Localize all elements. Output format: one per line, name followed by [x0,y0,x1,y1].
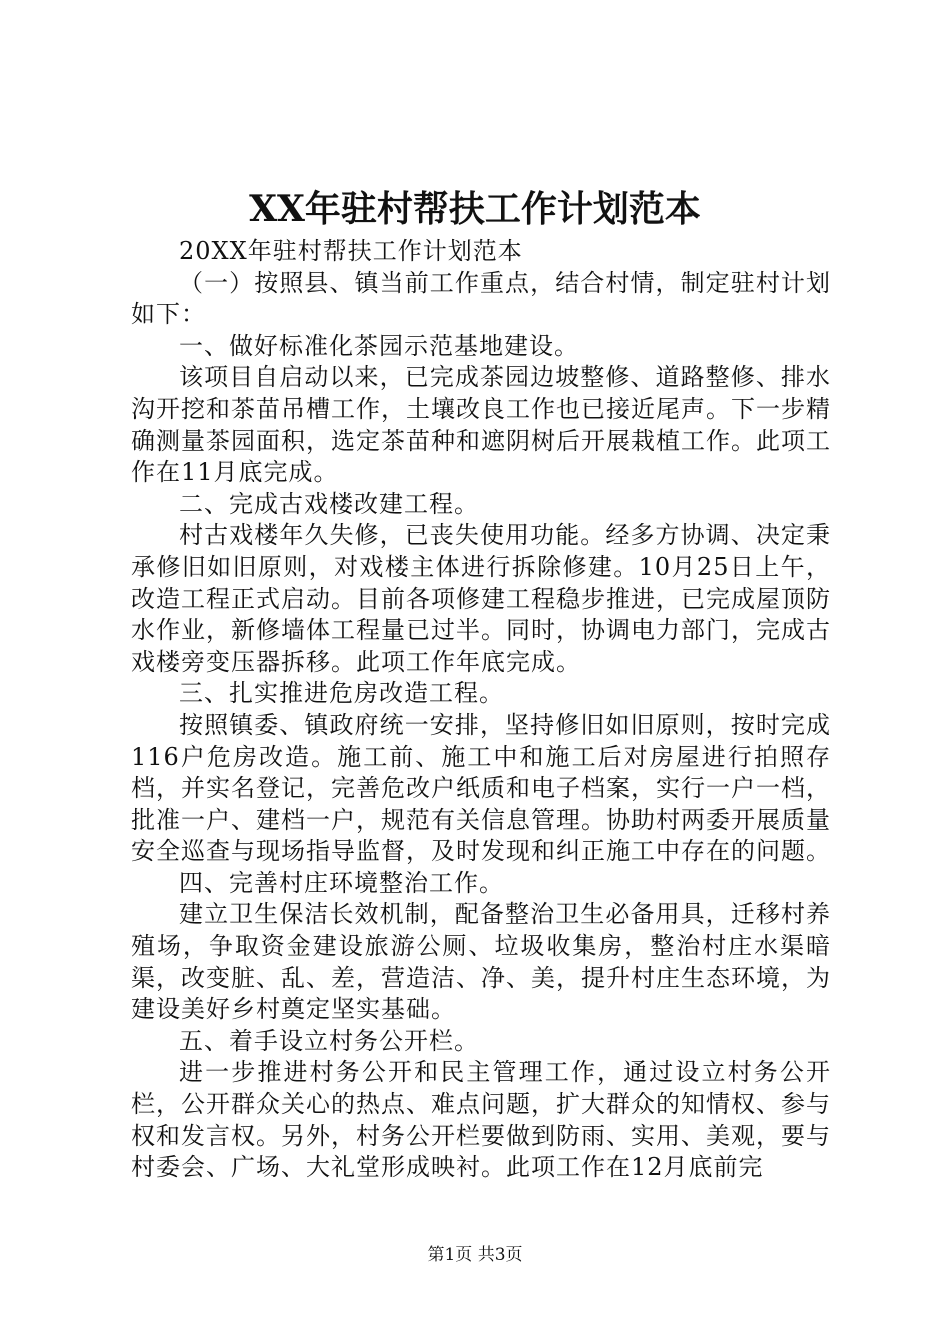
page-number-footer: 第1页 共3页 [427,1245,523,1265]
section-body-3: 按照镇委、镇政府统一安排，坚持修旧如旧原则，按时完成116户危房改造。施工前、施工中和施工后对房屋进行拍照存档，并实名登记，完善危改户纸质和电子档案，实行一户一档，批准一户、建档一户，规范有关信息管理。协助村两委开展质量安全巡查与现场指导监督，及时发现和纠正施工中存在的问题。 [131,710,831,866]
section-heading-4: 四、完善村庄环境整治工作。 [179,868,504,897]
section-heading-3: 三、扎实推进危房改造工程。 [179,679,504,708]
section-heading-2: 二、完成古戏楼改建工程。 [179,489,479,518]
section-heading-5: 五、着手设立村务公开栏。 [179,1026,479,1055]
section-body-4: 建立卫生保洁长效机制，配备整治卫生必备用具，迁移村养殖场，争取资金建设旅游公厕、垃圾收集房，整治村庄水渠暗渠，改变脏、乱、差，营造洁、净、美，提升村庄生态环境，为建设美好乡村奠定坚实基础。 [131,900,831,1024]
section-body-1: 该项目自启动以来，已完成茶园边坡整修、道路整修、排水沟开挖和茶苗吊槽工作，土壤改良工作也已接近尾声。下一步精确测量茶园面积，选定茶苗种和遮阴树后开展栽植工作。此项工作在11月底完成。 [131,363,831,487]
document-body [131,236,831,1184]
intro-paragraph: （一）按照县、镇当前工作重点，结合村情，制定驻村计划如下： [131,268,831,329]
section-body-2: 村古戏楼年久失修，已丧失使用功能。经多方协调、决定秉承修旧如旧原则，对戏楼主体进行拆除修建。10月25日上午，改造工程正式启动。目前各项修建工程稳步推进，已完成屋顶防水作业，新修墙体工程量已过半。同时，协调电力部门，完成古戏楼旁变压器拆移。此项工作年底完成。 [131,521,831,676]
subtitle-paragraph: 20XX年驻村帮扶工作计划范本 [179,237,523,265]
document-title: XX年驻村帮扶工作计划范本 [249,188,701,230]
section-body-5: 进一步推进村务公开和民主管理工作，通过设立村务公开栏，公开群众关心的热点、难点问题，扩大群众的知情权、参与权和发言权。另外，村务公开栏要做到防雨、实用、美观，要与村委会、广场、大礼堂形成映衬。此项工作在12月底前完 [131,1058,831,1182]
section-heading-1: 一、做好标准化茶园示范基地建设。 [179,331,579,360]
